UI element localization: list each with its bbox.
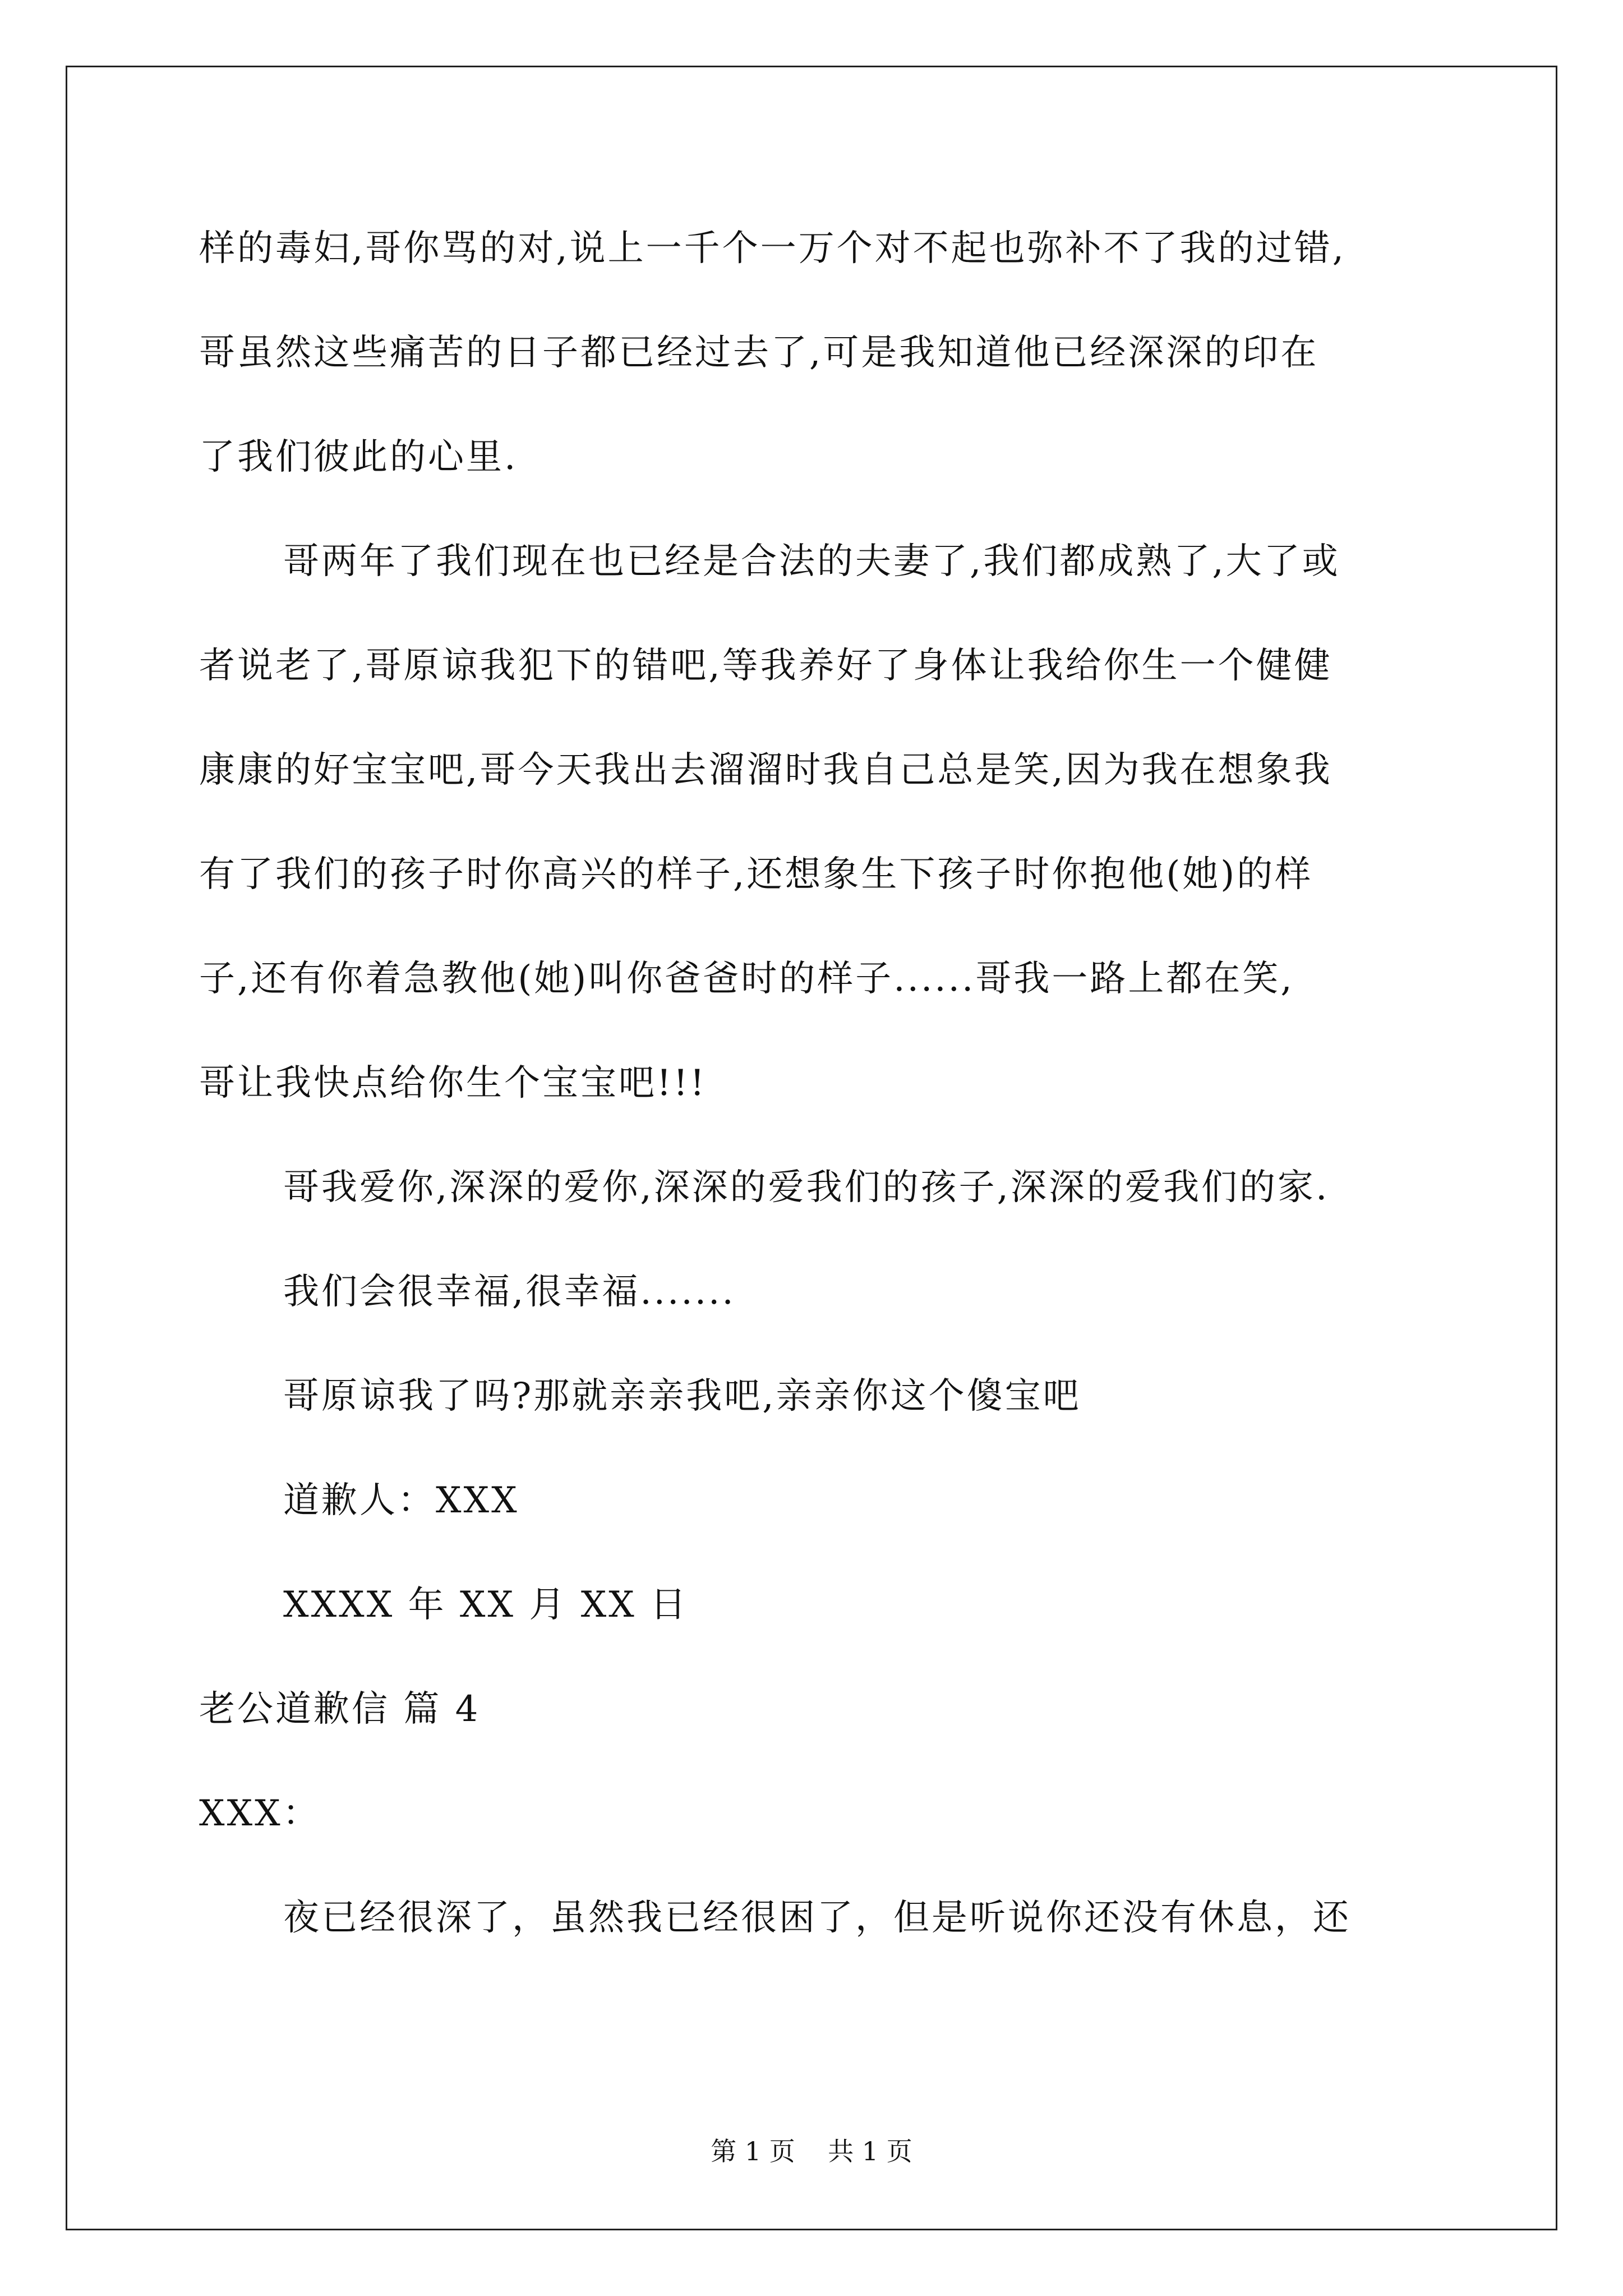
body-line: 样的毒妇,哥你骂的对,说上一千个一万个对不起也弥补不了我的过错,	[199, 228, 1347, 269]
body-line: 哥虽然这些痛苦的日子都已经过去了,可是我知道他已经深深的印在	[199, 332, 1319, 374]
paragraph-start: 我们会很幸福,很幸福.......	[283, 1271, 736, 1313]
signature-line: 道歉人：XXX	[283, 1480, 519, 1521]
body-line: 者说老了,哥原谅我犯下的错吧,等我养好了身体让我给你生一个健健	[199, 645, 1332, 687]
page-footer: 第 1 页 共 1 页	[711, 2136, 912, 2166]
body-line: 哥让我快点给你生个宝宝吧!!!	[199, 1062, 707, 1104]
body-line: 子,还有你着急教他(她)叫你爸爸时的样子......哥我一路上都在笑,	[199, 958, 1294, 1000]
date-line: XXXX 年 XX 月 XX 日	[283, 1584, 689, 1626]
paragraph-start: 哥我爱你,深深的爱你,深深的爱我们的孩子,深深的爱我们的家.	[283, 1167, 1330, 1208]
body-line: 有了我们的孩子时你高兴的样子,还想象生下孩子时你抱他(她)的样	[199, 854, 1313, 895]
paragraph-start: 哥两年了我们现在也已经是合法的夫妻了,我们都成熟了,大了或	[283, 541, 1340, 582]
document-body	[199, 196, 1438, 1970]
section-heading: 老公道歉信 篇 4	[199, 1688, 481, 1730]
body-line: 康康的好宝宝吧,哥今天我出去溜溜时我自己总是笑,因为我在想象我	[199, 749, 1332, 791]
salutation: XXX：	[199, 1793, 321, 1834]
body-line: 了我们彼此的心里.	[199, 436, 518, 478]
paragraph-start: 夜已经很深了，虽然我已经很困了，但是听说你还没有休息，还	[283, 1897, 1351, 1939]
paragraph-start: 哥原谅我了吗?那就亲亲我吧,亲亲你这个傻宝吧	[283, 1375, 1081, 1417]
